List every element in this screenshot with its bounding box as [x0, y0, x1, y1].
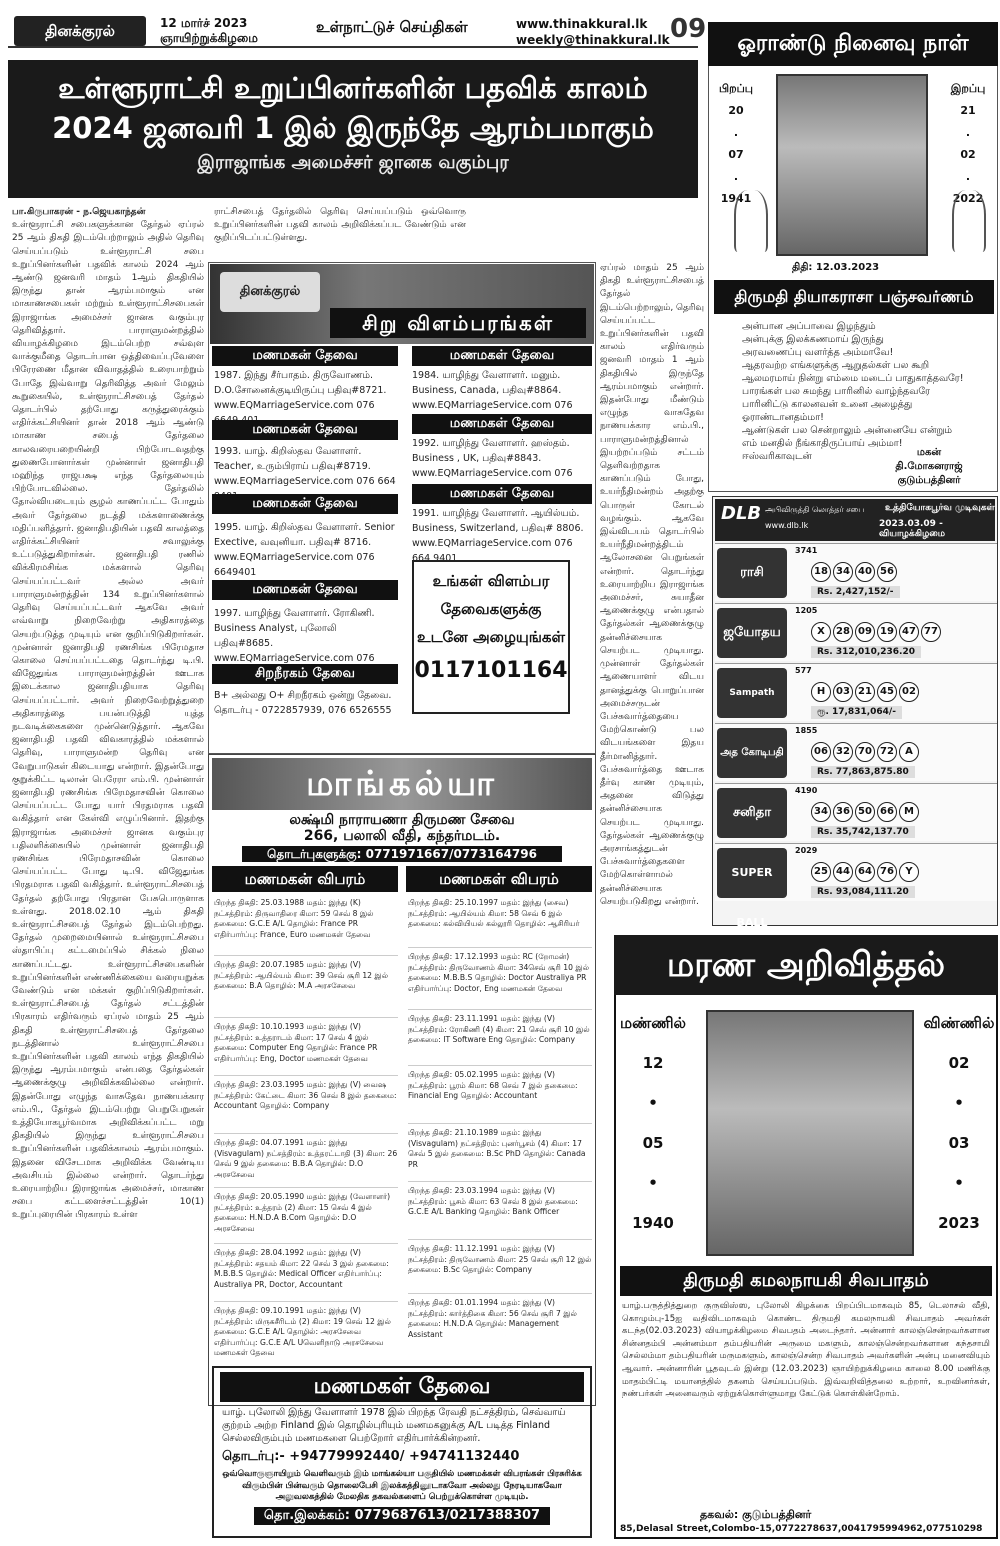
advertise-call-box: [412, 560, 570, 714]
classifieds-banner: [210, 264, 594, 344]
poem-line: ஆதரவற்ற எங்களுக்கு ஆறுதல்கள் பல கூறி: [742, 360, 930, 371]
cta-line: உடனே அழையுங்கள்: [416, 628, 566, 646]
marriage-service-phone[interactable]: தொடர்புகளுக்கு: 0771971667/0773164796: [242, 846, 562, 862]
lottery-logo: Sampath: [717, 668, 787, 718]
lottery-logo: சனிதா: [717, 788, 787, 838]
signature-name: தி.மோகனராஜ்: [895, 461, 963, 472]
lottery-results-date: 2023.03.09 - வியாழக்கிழமை: [879, 519, 946, 539]
born-year: 1940: [632, 1214, 674, 1232]
groom-profile: பிறந்த திகதி: 20.05.1990 மதம்: இந்து (வேளாளர்) நட்சத்திரம்: உத்தரம் (2) கிமா: 15 செவ் 4 இல் தகைமை: H.N.D.A B.Com தொழில்: D.O அரசசேவை: [214, 1192, 398, 1244]
memorial-signature: [874, 446, 984, 488]
number-ball: 66: [877, 802, 897, 822]
classified-ad: B+ அல்லது O+ சிறநீரகம் ஒன்று தேவை. தொடர்பு - 0722857939, 076 6526555: [214, 690, 392, 716]
lottery-row: [715, 783, 997, 841]
number-ball: 03: [833, 682, 853, 702]
poem-line: ஆலமரமாய் நின்று எம்மை மடைப் பாதுகாத்தவரே!: [742, 373, 964, 384]
death-date-block: இறப்பு 21 . 02 . 2022: [946, 82, 990, 206]
article-body-col3-top: [472, 206, 704, 258]
number-ball: 50: [855, 802, 875, 822]
mangalya-footer-note: ஒவ்வொருஞாயிறும் வெளிவரும் இம் மாங்கல்யா பகுதியில் மணமக்கள் விபரங்கள் பிரசுரிக்க விரும்பின் பின்வரும் தொலைபேசி இலக்கத்தினூடாகவோ அல்லது நேரடியாகவோ அலுவலகத்தில் மேலதிக தகவல்களைப் பெற்றுக்கொள்ள முடியும்.: [222, 1469, 582, 1502]
groom-wanted-header: மணமகன் தேவை: [212, 420, 398, 440]
death-notice-contact: 85,Delasal Street,Colombo-15,0772278637,004179599496​2,0775102​98: [620, 1524, 983, 1534]
number-ball: 06: [811, 742, 831, 762]
groom-profile: பிறந்த திகதி: 09.10.1991 மதம்: இந்து (V) நட்சத்திரம்: மிருகசீரிடம் (2) கிமா: 19 செவ் 12 இல் தகைமை: G.C.E A/L தொழில்: அரசசேவை எதிர்பார்ப்பு: G.C.E A/L Uவெளிநாடு அரசசேவை மணமகள் தேவை: [214, 1306, 391, 1358]
death-day: 21: [960, 104, 976, 117]
bride-wanted-ad: [212, 1366, 592, 1538]
born-month: 05: [642, 1134, 664, 1152]
page-number: 09: [670, 14, 707, 44]
masthead-contact: [516, 16, 670, 48]
bride-profile: பிறந்த திகதி: 21.10.1989 மதம்: இந்து (Visvagulam) நட்சத்திரம்: புனர்பூசம் (4) கிமா: 17 செவ் 5 இல் தகைமை: B.Sc PhD தொழில்: Canada PR: [408, 1128, 592, 1182]
birth-label: பிறப்பு: [719, 82, 753, 95]
number-ball: 09: [855, 622, 875, 642]
classified-ad: 1997. யாழிந்து வேளாளர். ரோகிணி. Business Analyst, புலோலி பதிவு#8685. www.EQMarriageService.com 076: [214, 608, 375, 664]
bride-profile: பிறந்த திகதி: 01.01.1994 மதம்: இந்து (V) நட்சத்திரம்: கார்த்திகை கிமா: 56 செவ் சூரி 7 இல் தகைமை: H.N.D.A தொழில்: Management Assistant: [408, 1298, 577, 1339]
death-notice-text: யாழ்.பருத்தித்துறை குருவிஸ்ஸ, புலோலி கிழக்கை பிறப்பிடமாகவும் 85, டெலாசல் வீதி, கொழும்பு-15ஐ வதிவிடமாகவும் கொண்ட திருமதி கமலநாயகி சிவபாதம் அவர்கள் கடந்த(02.03.2023) வியாழக்கிழமை சிவபதம் அடைந்தார். அன்னார் காலஞ்சென்றவர்களான சின்னதம்பி அன்னம்மா தம்பதியரின் அருமை மகளும், காலஞ்சென்றவர்களான கந்தசாமி செல்லம்மா தம்பதியரின் மருமகளும், காலஞ்சென்ற சிவபாதம் அவர்களின் அன்பு மனைவியும் ஆவார். அன்னாரின் பூதவுடல் இன்று (12.03.2023) ஞாயிற்றுக்கிழமை காலை 8.00 மணிக்கு மாதம்பிட்டி மயானத்தில் தகனம் செய்யப்படும். இவ்வறிவித்தலை உற்றார், உறவினர்கள், நண்பர்கள் அனைவரும் ஏற்றுக்கொள்ளுமாறு கேட்டுக் கொள்கின்றோம்.: [622, 1301, 990, 1400]
lottery-website[interactable]: www.dlb.lk: [765, 521, 809, 530]
number-ball: 18: [811, 562, 831, 582]
groom-profile: பிறந்த திகதி: 25.03.1988 மதம்: இந்து (K) நட்சத்திரம்: திருவாதிரை கிமா: 59 செவ் 8 இல் தகைமை: G.C.E A/L தொழில்: France PR எதிர்பார்ப்பு: France, Euro மணமகள் தேவை: [214, 898, 398, 956]
lottery-row: [715, 723, 997, 781]
died-label: விண்ணில்: [923, 1014, 995, 1032]
article-body-col2: ராட்சிசபைத் தேர்தலில் தெரிவு செய்யப்படும் ஒவ்வொரு உறுப்பினர்களின் பதவி காலம் அறிவிக்கப்பட வேண்டும் என குறிப்பிடப்பட்டுள்ளது.: [214, 207, 466, 244]
super-prize: Rs. 2,427,152/-: [811, 586, 900, 598]
marriage-service-address: 266, பலாலி வீதி, கந்தர்மடம்.: [303, 828, 501, 844]
draw-number: 4190: [795, 786, 818, 795]
article-body-col3: ஏப்ரல் மாதம் 25 ஆம் திகதி உள்ளூராட்சிசபைத் தேர்தல் இடம்பெற்றாலும், தெரிவு செய்யப்பட்ட உறுப்பினர்களின் பதவி காலம் எதிர்வரும் ஜனவரி மாதம் 1 ஆம் திகதியில் இருந்தே ஆரம்பமாகும் என்றார். இதன்போது மீண்டும் எழுந்த வாசுதேவ நாணயக்கார எம்.பி., பாராளுமன்றத்தினால் இயற்றப்படும் சட்டம் தெளிவற்றதாக காணப்படும் போது, உயர்நீதிமன்றம் அதற்கு பொருள் கோடல் வழங்கும். ஆகவே இவ்விடயம் தொடர்பில் உயர்நீதிமன்றத்திடம் ஆலோசனை பெறுங்கள் என்றார். தொடர்ந்து உரையாற்றிய இராஜாங்க அமைச்சர், சுயாதீன ஆணைக்குழு என்பதால் தேர்தல்கள் ஆணைக்குழு தன்னிச்சையாக செயற்பட முடியாது. முன்னாள் தேர்தல்கள் ஆணையாளர் விடய தானத்துக்கு பொறுப்பான அமைச்சருடன் பேச்சுவார்த்தையை மேற்கொண்டு பல விடயங்களை இதய தீர்மானித்தார். பேச்சுவார்த்தை ஊடாக தீர்வு காண முடியும், அதனை விடுத்து தன்னிச்சையாக செயற்பட முடியாது. தேர்தல்கள் ஆணைக்குழு அரசாங்கத்துடன் பேச்சுவார்த்தைகளை மேற்கொள்ளாமல் தன்னிச்சையாக செயற்படுகிறது என்றார்.: [600, 263, 704, 907]
poem-line: எம் மனதில் நீங்காதிருப்பாய் அம்மா!: [742, 438, 903, 449]
bride-details-header: மணமகள் விபரம்: [406, 866, 592, 892]
draw-number: 2029: [795, 846, 818, 855]
number-ball: 40: [855, 562, 875, 582]
bride-wanted-ad-text: யாழ். புலோலி இந்து வேளாளர் 1978 இல் பிறந்த ரேவதி நட்சத்திரம், செவ்வாய் குற்றம் அற்ற Finland இல் தொழில்புரியும் மணமகனுக்கு A/L படித்த Finland செல்லவிரும்பும் மணமகளை பெற்றோர் எதிர்பார்க்கின்றனர்.: [222, 1407, 566, 1444]
bride-wanted-header: மணமகள் தேவை: [412, 346, 592, 366]
lottery-logo: அத கோடிபதி: [717, 728, 787, 778]
marriage-service-name: லக்ஷ்மி நாராயணா திருமண சேவை: [289, 812, 515, 828]
issue-day: ஞாயிற்றுக்கிழமை: [160, 31, 258, 45]
groom-wanted-header: மணமகன் தேவை: [212, 346, 398, 366]
number-ball: 36: [833, 802, 853, 822]
deceased-portrait: [706, 1010, 914, 1256]
classified-ad: 1995. யாழ். கிறிஸ்தவ வேளாளர். Senior Exective, வவுனியா. பதிவு# 8716. www.EQMarriageService.com 076 6649401: [214, 522, 395, 578]
birth-block: பிறப்பு 20 . 07 . 1941: [714, 82, 758, 206]
lottery-board-name: அபிவிருத்தி லொத்தர் சபை: [765, 505, 865, 514]
mangalya-contact-number[interactable]: தொ.இலக்கம்: 0779687613/0217388307: [254, 1507, 550, 1525]
article-body-col1: உள்ளூராட்சி சபைகளுக்கான தேர்தல் ஏப்ரல் 25 ஆம் திகதி இடம்பெற்றாலும் அதில் தெரிவு செய்யப்படும் உள்ளூராட்சி சபை உறுப்பினர்களின் பதவிக் காலம் 2024 ஆம் ஆண்டு ஜனவரி மாதம் 1ஆம் திகதியில் இருந்து தான் ஆரம்பமாகும் என மாகாணசபைகள் மற்றும் உள்ளூராட்சிசபைகள் இராஜாங்க அமைச்சர் ஜானக வகும்புர தெரிவித்தார். பாராளுமன்றத்தில் வியாழக்கிழமை இடம்பெற்ற சவ்வுள வாக்குமீதை தொடர்பான ஒத்திவைப்புவேளை பிரேரணை மீதான விவாதத்தில் உரையாற்றும் போதே இவ்வாறு தெரிவித்த அவர் மேலும் கூறுகையில், உள்ளூராட்சிசபைத் தேர்தல் தொடர்பில் தற்போது கருத்துரைக்கும் எதிர்க்கட்சியினர் தான் 2018 ஆம் ஆண்டு மாகாண சபைத் தேர்தலை காலவரையறையின்றி பிற்போடவதற்கு துணைபோனார்கள் முன்னாள் ஜனாதிபதி மஹிந்த ராஜபக்ஷ எந்த தேர்தலையும் பிற்போடவில்லை. தேர்தலில் தோல்வியடையும் சூழல் காணப்பட்ட போதும் அவர் தேர்தலை நடத்தி மக்களாணைக்கு மதிப்பளித்தார். ஜனாதிபதியின் பதவி காலத்தை எதிர்க்கட்சியினர் சவாலுக்கு உட்படுத்துகிறார்கள். ஜனாதிபதி ரணில் விக்கிரமசிங்க மக்களால் தெரிவு செய்யப்பட்டவர் அல்ல அவர் பாராளுமன்றத்தின் 134 உறுப்பினர்களால் தெரிவு செய்யப்பட்டவர் ஆகவே அவர் எவ்வாறு நிறைவேற்று அதிகாரத்தை செயற்படுத்த முடியும் என குறிப்பிடுகிறார்கள். முன்னாள் ஜனாதிபதி ரணசிங்க பிரேமதாச கொலை செய்யப்பட்டதை தொடர்ந்து டி.பி. விஜேதுங்க பாராளுமன்றத்தின் ஊடாக இடைக்கால ஜனாதிபதியாக தெரிவு செய்யப்பட்டார். அவர் நிறைவேற்றுத்துறை அதிகாரத்தை பயன்படுத்தி யுத்த நடவடிக்கைகளை முன்னெடுத்தார். ஆகவே ஜனாதிபதி பதவி விவகாரத்தில் மக்களால் தெரிவு, பாராளுமன்ற தெரிவு என வேறுபாடுகள் கிடையாது என்றார். இதன்போது குறுக்கிட்ட டிலான் பெரேரா எம்.பி. முன்னாள் ஜனாதிபதி ரணசிங்க பிரேமதாசவின் கொலை செய்யப்பட்ட போது யார் பிரதமராக பதவி வகித்தார் என கேள்வி எழுப்பினார். இதற்கு இராஜாங்க அமைச்சர் ஜானக வகும்புர பதிலளிக்கையில் முன்னாள் ஜனாதிபதி ரணசிங்க பிரேமதாசவின் கொலை செய்யப்பட்ட போது டி.பி. விஜேதுங்க பிரதமராக பதவி வகித்தார். உள்ளூராட்சிசபைத் தேர்தல் தற்போது பிரதான பேசுபொருளாக உள்ளது. 2018.02.10 ஆம் திகதி உள்ளூராட்சிசபைத் தேர்தல் இடம்பெற்றது. தேர்தல் முறைமையினால் உள்ளூராட்சிசபை ஸ்தாபிப்பு கட்டமைப்பில் சிக்கல் நிலை காணப்பட்டது. உள்ளூராட்சிசபைகளின் உறுப்பினர்களின் எண்ணிக்கையை வரையறுக்க வேண்டும் என மக்கள் குறிப்பிடுகிறார்கள். உள்ளூராட்சிசபைத் தேர்தல் சட்டத்தின் பிரகாரம் எதிர்வரும் ஏப்ரல் மாதம் 25 ஆம் திகதி உள்ளூராட்சிசபைத் தேர்தலை நடத்தினால் உள்ளூராட்சிசபை உறுப்பினர்களின் பதவி காலம் எந்த திகதியில் இருந்து ஆரம்பமாகும் என்பதை தேர்தல்கள் ஆணைக்குழு அறிவிக்கவில்லை என்றார். இதன்போது எழுந்த வாசுதேவ நாணயக்கார எம்.பி., தேர்தல் இடம்பெற்று பெறுபேறுகள் உத்தியோகபூர்வமாக அறிவிக்கப்பட்ட மறு திகதியில் இருந்து உள்ளூராட்சிசபை உறுப்பினர்களின் பதவிக்காலம் ஆரம்பமாகும். இதனை விசேடமாக அறிவிக்க வேண்டிய அவசியம் இல்லை என்றார். தொடர்ந்து உரையாற்றிய இராஜாங்க அமைச்சர், மாகாண சபை கட்டளைச்சட்டத்தின் 10(1) உறுப்புரையின் பிரகாரம் உள்ள: [12, 220, 204, 1221]
super-prize: Rs. 93,084,111.20: [811, 886, 915, 898]
groom-profile: பிறந்த திகதி: 20.07.1985 மதம்: இந்து (V) நட்சத்திரம்: ஆயில்யம் கிமா: 39 செவ் சூரி 12 இல் தகைமை: B.A தொழில்: M.A அரசசேவை: [214, 960, 398, 1018]
poem-line: அன்பான அப்பாவை இழந்தும்: [742, 321, 876, 332]
number-ball: 47: [899, 622, 919, 642]
bride-wanted-header: மணமகள் தேவை: [412, 484, 592, 504]
lottery-header: [715, 499, 995, 541]
headline-line-1: உள்ளூராட்சி உறுப்பினர்களின் பதவிக் காலம்: [58, 71, 648, 105]
number-ball: 64: [855, 862, 875, 882]
headline-subtitle: இராஜாங்க அமைச்சர் ஜானக வகும்புர: [197, 152, 509, 173]
memorial-poem: [742, 320, 992, 463]
classified-ad: 1993. யாழ். கிறிஸ்தவ வேளாளர். Teacher, உரும்பிராய் பதிவு#8719. www.EQMarriageService.com 076 664: [214, 446, 396, 487]
cta-line: தேவைகளுக்கு: [440, 600, 542, 618]
marriage-service-info: [212, 812, 592, 862]
lottery-row: [715, 843, 997, 929]
number-ball: 21: [855, 682, 875, 702]
winning-numbers: [811, 742, 921, 762]
oil-lamp-right-icon: [952, 190, 986, 252]
poem-line: அரவணைப்பு வளர்த்த அம்மாவே!: [742, 347, 894, 358]
birth-year: 1941: [720, 192, 752, 205]
bride-profile: பிறந்த திகதி: 23.03.1994 மதம்: இந்து (V) நட்சத்திரம்: பூசம் கிமா: 63 செவ் 8 இல் தகைமை: G.C.E A/L Banking தொழில்: Bank Officer: [408, 1186, 592, 1240]
number-ball: 70: [855, 742, 875, 762]
groom-wanted-header: மணமகன் தேவை: [212, 494, 398, 514]
classified-ad: 1984. யாழிந்து வேளாளர். மனும். Business, Canada, பதிவு#8864. www.EQMarriageService.com 076: [412, 370, 573, 411]
super-prize: Rs. 77,863,875.80: [811, 766, 915, 778]
number-ball: 28: [833, 622, 853, 642]
oil-lamp-left-icon: [734, 190, 768, 252]
groom-profile: பிறந்த திகதி: 28.04.1992 மதம்: இந்து (V) நட்சத்திரம்: சதயம் கிமா: 22 செவ் 3 இல் தகைமை: M.B.B.S தொழில்: Medical Officer எதிர்பார்ப்பு: Australiya PR, Doctor, Accountant: [214, 1248, 398, 1302]
email-link[interactable]: weekly@thinakkural.lk: [516, 33, 670, 47]
groom-profile: பிறந்த திகதி: 10.10.1993 மதம்: இந்து (V) நட்சத்திரம்: உத்தராடம் கிமா: 17 செவ் 4 இல் தகைமை: Computer Eng தொழில்: France PR எதிர்பார்ப்பு: Eng, Doctor மணமகள் தேவை: [214, 1022, 398, 1076]
number-ball: 19: [877, 622, 897, 642]
winning-numbers: [811, 682, 921, 702]
section-title: உள்நாட்டுச் செய்திகள்: [316, 18, 468, 36]
number-ball: 72: [877, 742, 897, 762]
groom-profile: பிறந்த திகதி: 23.03.1995 மதம்: இந்து (V) வைஷ நட்சத்திரம்: கேட்டை கிமா: 36 செவ் 8 இல் தகைமை: Accountant தொழில்: Company: [214, 1080, 398, 1134]
lottery-logo: ஜயோதய: [717, 608, 787, 658]
signature-label: மகன்: [916, 447, 942, 458]
number-ball: 32: [833, 742, 853, 762]
died-day: 02: [948, 1054, 970, 1072]
born-label: மண்ணில்: [620, 1014, 686, 1032]
poem-line: ஈஸ்வரிகாவுடன்: [742, 451, 812, 462]
draw-number: 3741: [795, 546, 818, 555]
bride-profile: பிறந்த திகதி: 17.12.1993 மதம்: RC (றோமன்) நட்சத்திரம்: திருவோணம் கிமா: 34செவ் சூரி 10 இல் தகைமை: M.B.B.S தொழில்: Doctor Australiya PR எதிர்பார்ப்பு: Doctor, Eng மணமகன் தேவை: [408, 952, 592, 1010]
deceased-full-name: திருமதி கமலநாயகி சிவபாதம்: [620, 1266, 992, 1296]
winning-numbers: [811, 562, 899, 582]
lottery-row: [715, 543, 997, 601]
classified-ad: 1992. யாழிந்து வேளாளர். ஹஸ்தம். Business , UK, பதிவு#8843. www.EQMarriageService.com 076: [412, 438, 573, 479]
groom-profile: பிறந்த திகதி: 04.07.1991 மதம்: இந்து (Visvagulam) நட்சத்திரம்: உத்தரட்டாதி (3) கிமா: 26 செவ் 9 இல் தகைமை: B.B.A தொழில்: D.O அரசசேவை: [214, 1138, 398, 1188]
winning-numbers: [811, 802, 921, 822]
blood-wanted-header: சிறநீரகம் தேவை: [212, 664, 398, 684]
number-ball: 56: [877, 562, 897, 582]
number-ball: M: [899, 802, 919, 822]
number-ball: 34: [833, 562, 853, 582]
draw-number: 577: [795, 666, 812, 675]
number-ball: 25: [811, 862, 831, 882]
dlb-logo: DLB: [721, 503, 762, 524]
number-ball: 02: [899, 682, 919, 702]
super-prize: Rs. 312,010,236.20: [811, 646, 921, 658]
headline-line-2: 2024 ஜனவரி 1 இல் இருந்தே ஆரம்பமாகும்: [52, 111, 654, 145]
born-date-block: மண்ணில் 12 • 05 • 1940: [618, 1014, 688, 1232]
mangalya-title: மாங்கல்யா: [212, 758, 592, 810]
bride-profile: பிறந்த திகதி: 05.02.1995 மதம்: இந்து (V) நட்சத்திரம்: பூரம் கிமா: 68 செவ் 7 இல் தகைமை: Financial Eng தொழில்: Accountant: [408, 1070, 592, 1124]
deceased-name: திருமதி தியாகராசா பஞ்சவர்ணம்: [714, 280, 994, 314]
article-column-1: [12, 206, 204, 1540]
super-prize: ரூ. 17,831,064/-: [811, 706, 902, 719]
lottery-logo: ராசி: [717, 548, 787, 598]
cta-phone[interactable]: 0117101164: [414, 658, 568, 683]
bride-profile: பிறந்த திகதி: 11.12.1991 மதம்: இந்து (V) நட்சத்திரம்: திருவோணம் கிமா: 25 செவ் சூரி 12 இல் தகைமை: B.Sc தொழில்: Company: [408, 1244, 592, 1294]
number-ball: 44: [833, 862, 853, 882]
bride-profile: பிறந்த திகதி: 23.11.1991 மதம்: இந்து (V) நட்சத்திரம்: ரோகிணி (4) கிமா: 21 செவ் சூரி 10 இல் தகைமை: IT Software Eng தொழில்: Company: [408, 1014, 592, 1066]
bride-wanted-ad-header: மணமகள் தேவை: [220, 1372, 584, 1402]
number-ball: 34: [811, 802, 831, 822]
died-date-block: விண்ணில் 02 • 03 • 2023: [923, 1014, 995, 1232]
lottery-row: [715, 603, 997, 661]
number-ball: A: [899, 742, 919, 762]
winning-numbers: [811, 862, 921, 882]
cta-line: உங்கள் விளம்பர: [432, 572, 550, 590]
poem-line: ஓராண்டானதம்மா!: [742, 412, 824, 423]
lottery-row: [715, 663, 997, 721]
classifieds-title: சிறு விளம்பரங்கள்: [330, 308, 586, 338]
bride-wanted-header: மணமகள் தேவை: [412, 414, 592, 434]
death-year: 2022: [952, 192, 984, 205]
classified-ad: 1987. இந்து சீர்பாதம். திருவோணம். D.O.சோனைக்குடியிருப்பு பதிவு#8721. www.EQMarriageService.com 076: [214, 370, 387, 411]
number-ball: X: [811, 622, 831, 642]
classifieds-logo: தினக்குரல்: [220, 272, 320, 312]
bride-profile: பிறந்த திகதி: 25.10.1997 மதம்: இந்து (சைவ) நட்சத்திரம்: ஆயில்யம் கிமா: 58 செவ் 6 இல் தகைமை: கல்வியியல் கல்லூரி தொழில்: ஆசிரியர்: [408, 898, 592, 948]
draw-number: 1205: [795, 606, 818, 615]
article-byline: பா.கிருபாகரன் - ந.ஜெயகாந்தன்: [12, 207, 146, 217]
memorial-portrait: [776, 74, 928, 256]
poem-line: ஆண்டுகள் பல சென்றாலும் அன்னையே என்றும்: [742, 425, 953, 436]
number-ball: H: [811, 682, 831, 702]
groom-wanted-header: மணமகன் தேவை: [212, 580, 398, 600]
died-month: 03: [948, 1134, 970, 1152]
death-notice-contact-label: தகவல்: குடும்பத்தினர்: [700, 1508, 812, 1521]
lottery-results-label: உத்தியோகபூர்வ முடிவுகள்: [885, 503, 995, 513]
issue-date: 12 மார்ச் 2023: [160, 16, 248, 30]
tithi-date: திதி: 12.03.2023: [792, 262, 880, 273]
number-ball: 76: [877, 862, 897, 882]
poem-line: அன்புக்கு இலக்கணமாய் இருந்து: [742, 334, 884, 345]
classified-ad: 1991. யாழிந்து வேளாளர். ஆயில்யம். Business, Switzerland, பதிவு# 8806. www.EQMarriageService.com 076 664 9401: [412, 508, 584, 564]
lead-headline: [8, 60, 698, 198]
death-label: இறப்பு: [950, 82, 986, 95]
draw-number: 1855: [795, 726, 818, 735]
masthead-date-block: [160, 16, 258, 46]
poem-line: பாரங்கள் பல சுமந்து பாரினில் வாழ்ந்தவரே: [742, 386, 930, 397]
groom-details-header: மணமகன் விபரம்: [212, 866, 398, 892]
anniversary-header: ஓராண்டு நினைவு நாள்: [708, 22, 998, 66]
bride-wanted-ad-phone[interactable]: தொடர்பு:- +94779992440/ +94741132440: [222, 1449, 520, 1464]
born-day: 12: [642, 1054, 664, 1072]
poem-line: பாரினிட்டு காலனவன் உனை அழைத்து: [742, 399, 913, 410]
birth-day: 20: [728, 104, 744, 117]
died-year: 2023: [938, 1214, 980, 1232]
number-ball: 77: [921, 622, 941, 642]
death-notice-header: மரண அறிவித்தல்: [614, 935, 998, 995]
number-ball: 45: [877, 682, 897, 702]
death-month: 02: [960, 148, 976, 161]
super-prize: Rs. 35,742,137.70: [811, 826, 915, 838]
winning-numbers: [811, 622, 943, 642]
number-ball: Y: [899, 862, 919, 882]
lottery-results-panel: [712, 496, 998, 929]
newspaper-logo[interactable]: தினக்குரல்: [14, 16, 146, 46]
birth-month: 07: [728, 148, 744, 161]
lottery-logo: SUPER BALL: [717, 848, 787, 898]
website-link[interactable]: www.thinakkural.lk: [516, 17, 648, 31]
signature-family: குடும்பத்தினர்: [897, 475, 961, 486]
